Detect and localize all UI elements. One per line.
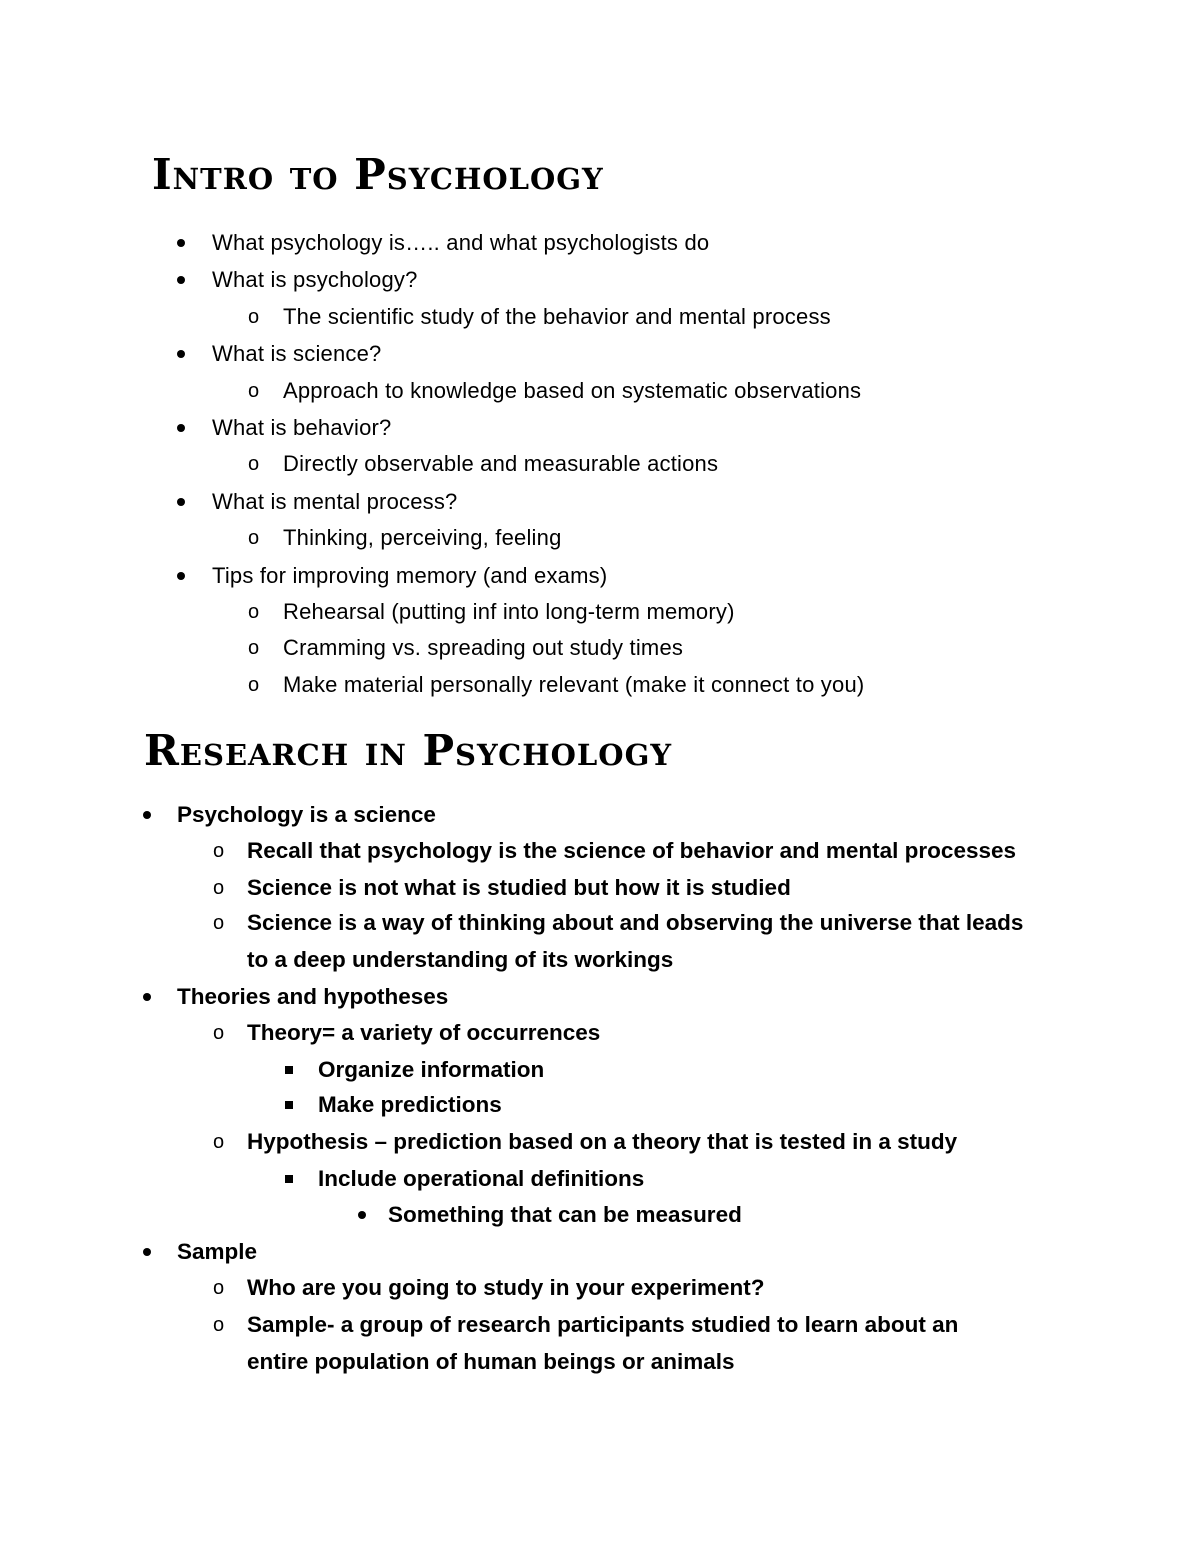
list-item-text: The scientific study of the behavior and mental process: [283, 304, 831, 329]
list-item-text: Something that can be measured: [388, 1202, 742, 1227]
circle-bullet-icon: o: [248, 306, 260, 328]
list-item-text: Who are you going to study in your experiment?: [247, 1275, 765, 1300]
list-item-text: Science is a way of thinking about and observing the universe that leads: [247, 910, 1024, 935]
list-item-text: Directly observable and measurable actions: [283, 451, 719, 476]
list-item-text: Make material personally relevant (make it connect to you): [283, 672, 865, 697]
list-item-text: to a deep understanding of its workings: [247, 947, 674, 972]
list-item-text: Psychology is a science: [177, 802, 436, 827]
list-item-text: Sample: [177, 1239, 258, 1264]
list-item-text: Thinking, perceiving, feeling: [283, 525, 562, 550]
list-item-text: Tips for improving memory (and exams): [212, 563, 608, 588]
square-bullet-icon: [285, 1101, 293, 1109]
circle-bullet-icon: o: [213, 1277, 225, 1299]
bullet-icon: [358, 1211, 366, 1219]
list-item-text: What is psychology?: [212, 267, 418, 292]
circle-bullet-icon: o: [248, 380, 260, 402]
square-bullet-icon: [285, 1175, 293, 1183]
bullet-icon: [143, 993, 151, 1001]
list-item-text: Hypothesis – prediction based on a theory that is tested in a study: [247, 1129, 958, 1154]
circle-bullet-icon: o: [248, 601, 260, 623]
list-item-text: entire population of human beings or animals: [247, 1349, 735, 1374]
circle-bullet-icon: o: [213, 1022, 225, 1044]
bullet-icon: [177, 276, 185, 284]
section-heading-intro: Intro to Psychology: [152, 150, 604, 199]
circle-bullet-icon: o: [213, 912, 225, 934]
list-item-text: Theory= a variety of occurrences: [247, 1020, 601, 1045]
circle-bullet-icon: o: [213, 877, 225, 899]
bullet-icon: [177, 572, 185, 580]
bullet-icon: [177, 350, 185, 358]
list-item-text: Approach to knowledge based on systematic observations: [283, 378, 862, 403]
bullet-icon: [143, 1248, 151, 1256]
bullet-icon: [143, 811, 151, 819]
section-heading-research: Research in Psychology: [144, 726, 673, 775]
list-item-text: Include operational definitions: [318, 1166, 645, 1191]
list-item-text: What is mental process?: [212, 489, 458, 514]
circle-bullet-icon: o: [248, 453, 260, 475]
list-item-text: Rehearsal (putting inf into long-term memory): [283, 599, 735, 624]
list-item-text: Science is not what is studied but how it is studied: [247, 875, 791, 900]
list-item-text: What psychology is….. and what psychologists do: [212, 230, 710, 255]
list-item-text: Organize information: [318, 1057, 545, 1082]
list-item-text: What is behavior?: [212, 415, 392, 440]
list-item-text: What is science?: [212, 341, 382, 366]
circle-bullet-icon: o: [248, 674, 260, 696]
list-item-text: Recall that psychology is the science of behavior and mental processes: [247, 838, 1017, 863]
list-item-text: Theories and hypotheses: [177, 984, 449, 1009]
circle-bullet-icon: o: [213, 1314, 225, 1336]
square-bullet-icon: [285, 1066, 293, 1074]
circle-bullet-icon: o: [213, 1131, 225, 1153]
list-item-text: Make predictions: [318, 1092, 502, 1117]
list-item-text: Sample- a group of research participants studied to learn about an: [247, 1312, 959, 1337]
bullet-icon: [177, 239, 185, 247]
bullet-icon: [177, 424, 185, 432]
bullet-icon: [177, 498, 185, 506]
circle-bullet-icon: o: [213, 840, 225, 862]
circle-bullet-icon: o: [248, 637, 260, 659]
circle-bullet-icon: o: [248, 527, 260, 549]
list-item-text: Cramming vs. spreading out study times: [283, 635, 684, 660]
